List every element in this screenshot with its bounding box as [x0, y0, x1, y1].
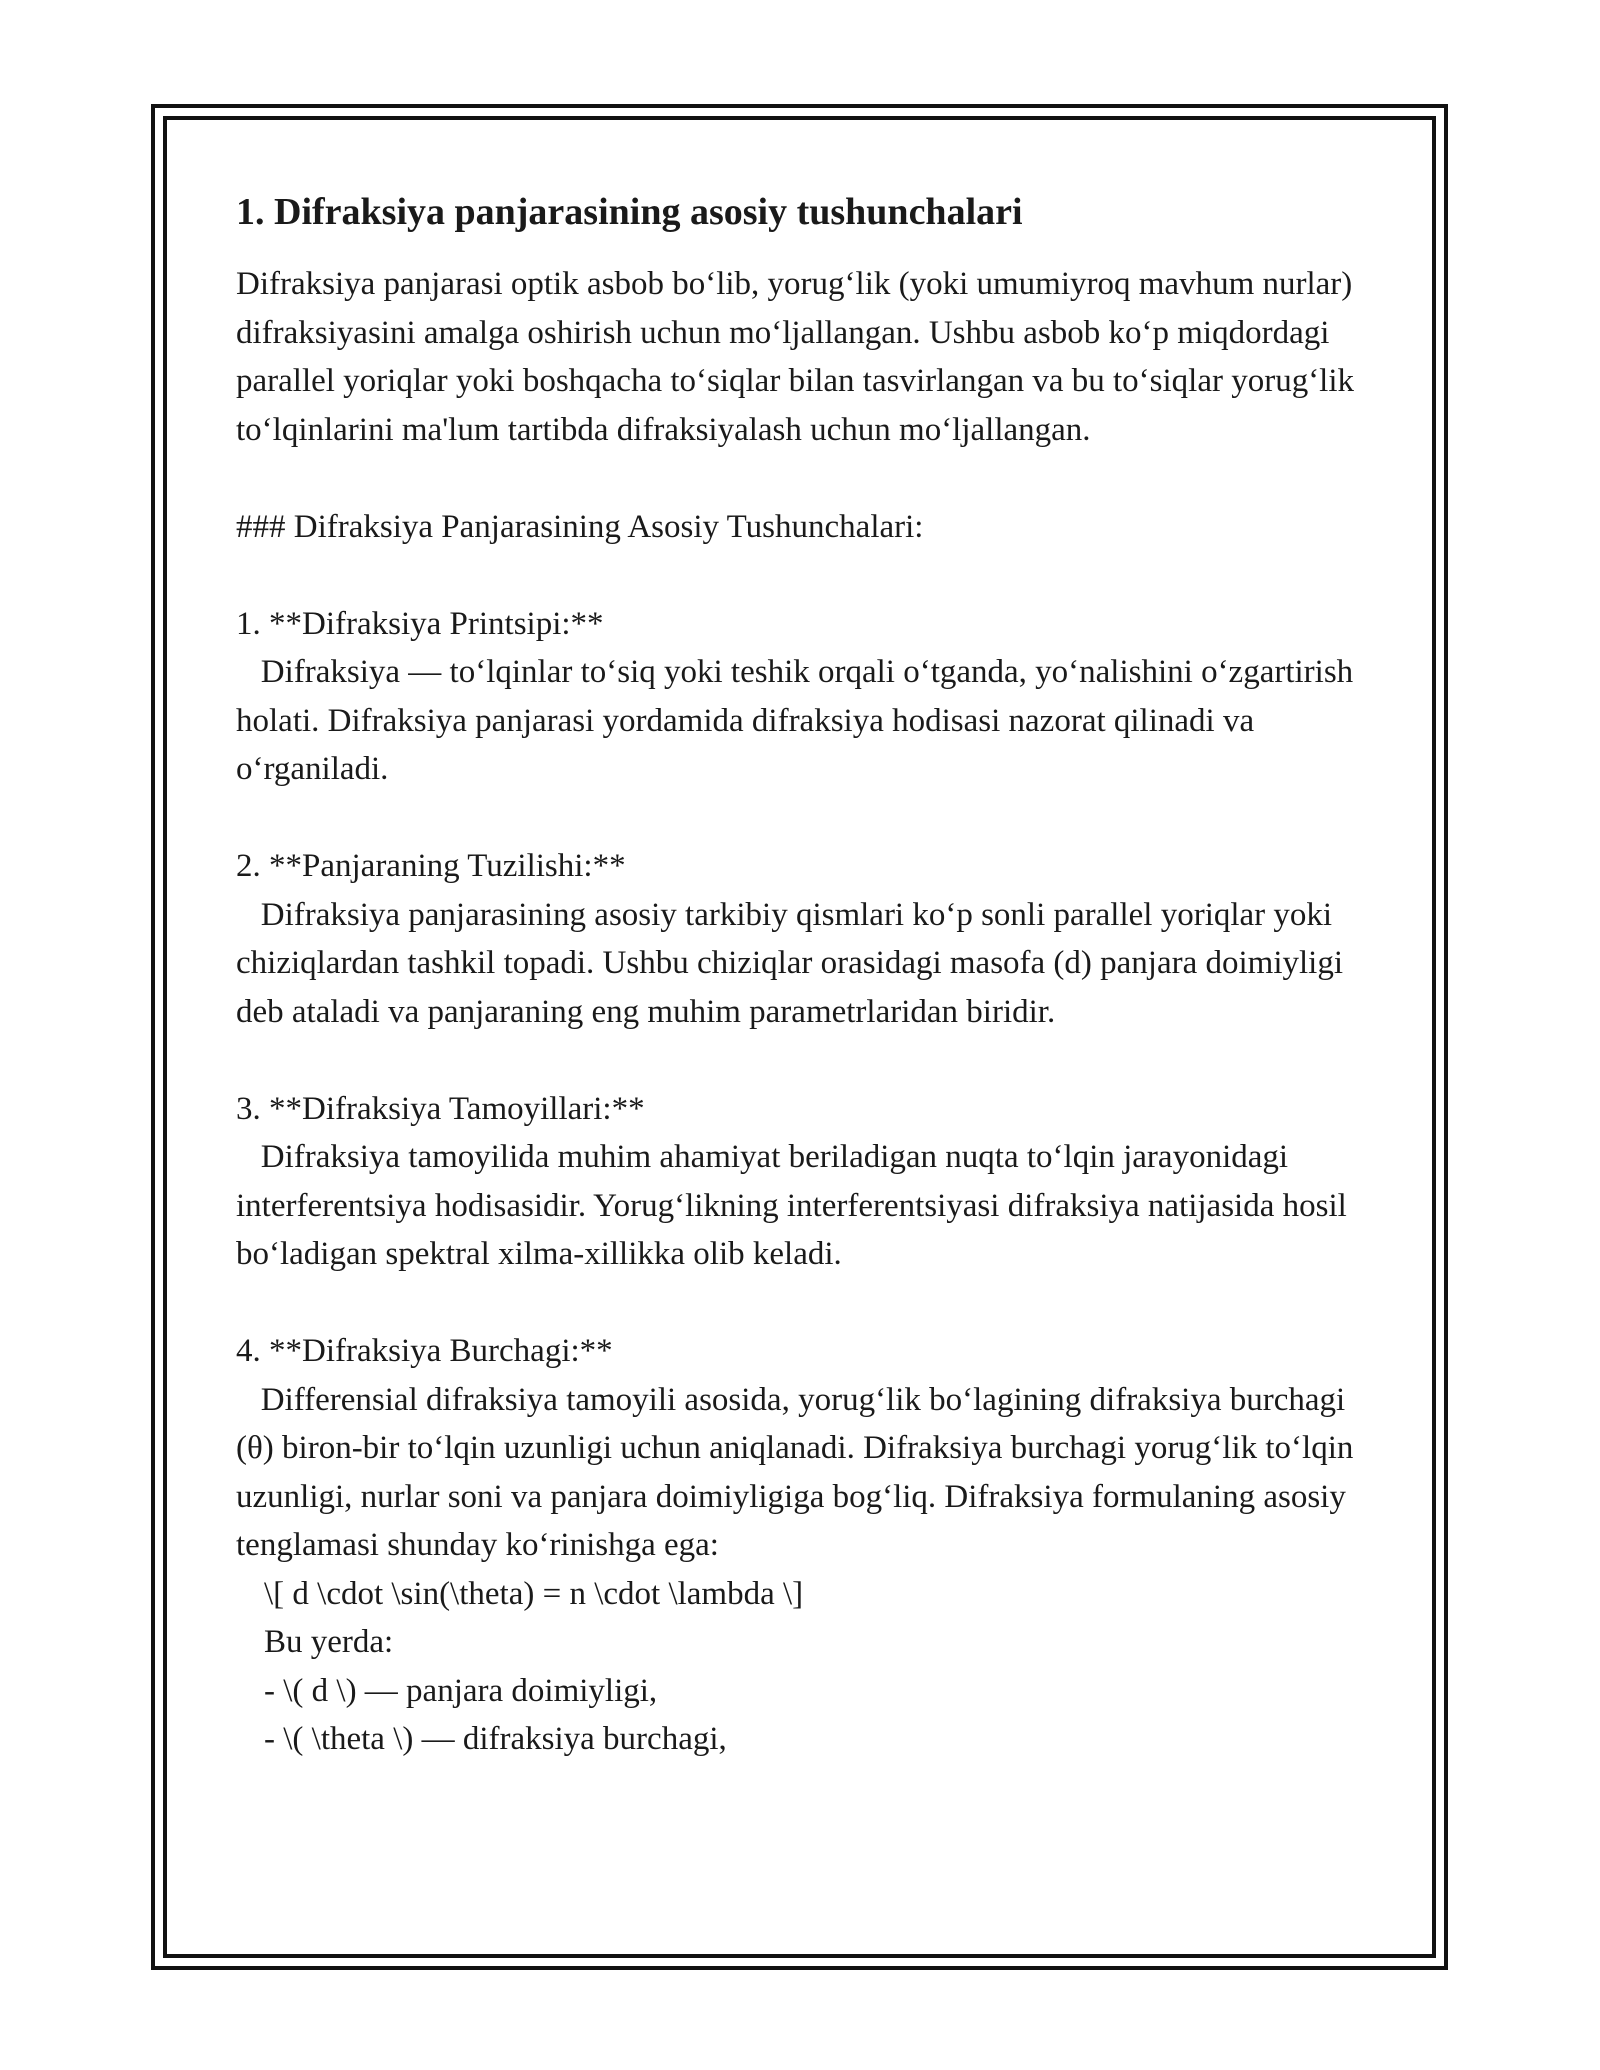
spacer	[236, 454, 1386, 503]
section-3-body: Difraksiya tamoyilida muhim ahamiyat beriladigan nuqta to‘lqin jarayonidagi interferentsiya hodisasidir. Yorug‘likning interferentsiyasi difraksiya natijasida hosil bo‘ladigan spektral xilma-xillikka olib keladi.	[236, 1139, 1356, 1272]
section-2-heading: 2. **Panjaraning Tuzilishi:**	[236, 848, 626, 884]
definition-item: - \( \theta \) — difraksiya burchagi,	[264, 1721, 727, 1757]
section-4-body: Differensial difraksiya tamoyili asosida, yorug‘lik bo‘lagining difraksiya burchagi (θ) biron-bir to‘lqin uzunligi uchun aniqlanadi. Difraksiya burchagi yorug‘lik to‘lqin uzunligi, nurlar soni va panjara doimiyligiga bog‘liq. Difraksiya formulaning asosiy tenglamasi shunday ko‘rinishga ega:	[236, 1381, 1362, 1563]
formula: \[ d \cdot \sin(\theta) = n \cdot \lambda \]	[264, 1575, 804, 1612]
intro-paragraph: Difraksiya panjarasi optik asbob bo‘lib, yorug‘lik (yoki umumiyroq mavhum nurlar) difraksiyasini amalga oshirish uchun mo‘ljallangan. Ushbu asbob ko‘p miqdordagi parallel yoriqlar yoki boshqacha to‘siqlar bilan tasvirlangan va bu to‘siqlar yorug‘lik to‘lqinlarini ma'lum tartibda difraksiyalash uchun mo‘ljallangan.	[236, 266, 1363, 448]
subheading: ### Difraksiya Panjarasining Asosiy Tushunchalari:	[236, 508, 924, 545]
definition-item: - \( d \) — panjara doimiyligi,	[264, 1672, 658, 1709]
section-1-body: Difraksiya — to‘lqinlar to‘siq yoki teshik orqali o‘tganda, yo‘nalishini o‘zgartirish holati. Difraksiya panjarasi yordamida difraksiya hodisasi nazorat qilinadi va o‘rganiladi.	[236, 654, 1362, 787]
spacer	[236, 794, 1386, 843]
section-2-body: Difraksiya panjarasining asosiy tarkibiy qismlari ko‘p sonli parallel yoriqlar yoki chiziqlardan tashkil topadi. Ushbu chiziqlar orasidagi masofa (d) panjara doimiyligi deb ataladi va panjaraning eng muhim parametrlaridan biridir.	[236, 896, 1352, 1030]
spacer	[236, 1279, 1386, 1328]
section-1-heading: 1. **Difraksiya Printsipi:**	[236, 605, 604, 642]
page-title: 1. Difraksiya panjarasining asosiy tushunchalari	[236, 191, 1023, 233]
document-content	[236, 188, 1386, 1764]
spacer	[236, 1036, 1386, 1085]
section-4-heading: 4. **Difraksiya Burchagi:**	[236, 1333, 613, 1369]
section-3-heading: 3. **Difraksiya Tamoyillari:**	[236, 1090, 645, 1127]
where-label: Bu yerda:	[264, 1624, 394, 1660]
spacer	[236, 551, 1386, 600]
